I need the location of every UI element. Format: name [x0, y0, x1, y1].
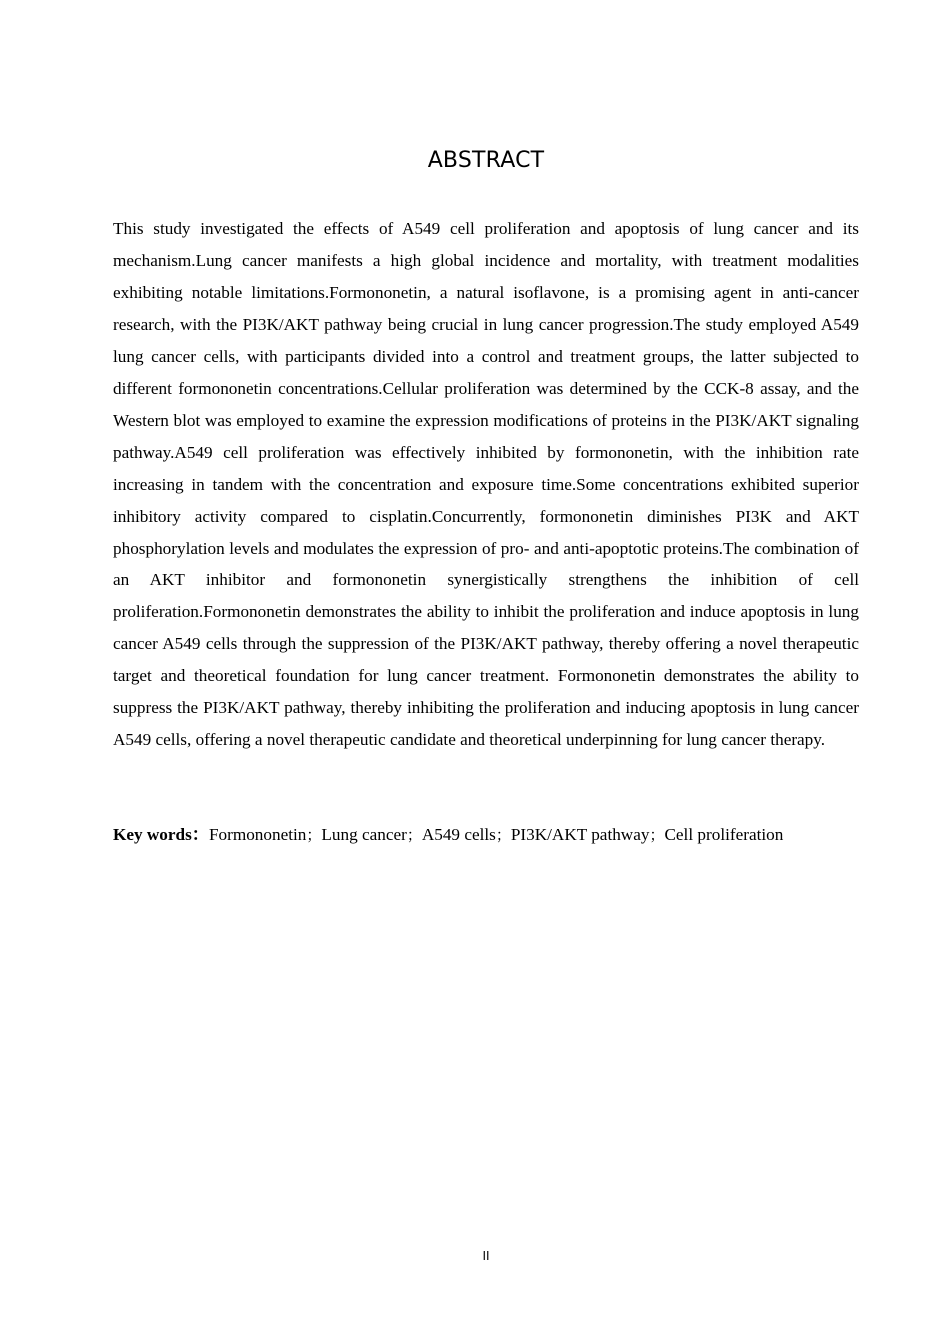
page-number: II	[482, 1249, 490, 1263]
abstract-body: This study investigated the effects of A549 cell proliferation and apoptosis of lung cancer and its mechanism.Lung cancer manifests a high global incidence and mortality, with treatment modalities exhibiting notable limitations.Formononetin, a natural isoflavone, is a promising agent in anti-cancer research, with the PI3K/AKT pathway being crucial in lung cancer progression.The study employed A549 lung cancer cells, with participants divided into a control and treatment groups, the latter subjected to different formononetin concentrations.Cellular proliferation was determined by the CCK-8 assay, and the Western blot was employed to examine the expression modifications of proteins in the PI3K/AKT signaling pathway.A549 cell proliferation was effectively inhibited by formononetin, with the inhibition rate increasing in tandem with the concentration and exposure time.Some concentrations exhibited superior inhibitory activity compared to cisplatin.Concurrently, formononetin diminishes PI3K and AKT phosphorylation levels and modulates the expression of pro- and anti-apoptotic proteins.The combination of an AKT inhibitor and formononetin synergistically strengthens the inhibition of cell proliferation.Formononetin demonstrates the ability to inhibit the proliferation and induce apoptosis in lung cancer A549 cells through the suppression of the PI3K/AKT pathway, thereby offering a novel therapeutic target and theoretical foundation for lung cancer treatment. Formononetin demonstrates the ability to suppress the PI3K/AKT pathway, thereby inhibiting the proliferation and inducing apoptosis in lung cancer A549 cells, offering a novel therapeutic candidate and theoretical underpinning for lung cancer therapy.	[113, 219, 859, 750]
abstract-title: ABSTRACT	[427, 148, 545, 173]
keyword-separator: ；	[306, 826, 322, 844]
keywords-line	[113, 821, 859, 849]
keyword-item: Cell proliferation	[664, 825, 784, 844]
keywords-label: Key words：	[113, 825, 209, 844]
keyword-item: A549 cells	[421, 825, 496, 844]
keyword-separator: ；	[495, 826, 511, 844]
keyword-separator: ；	[406, 826, 422, 844]
keyword-item: Formononetin	[208, 825, 307, 844]
keyword-item: Lung cancer	[321, 825, 407, 844]
keyword-item: PI3K/AKT pathway	[510, 825, 650, 844]
keyword-separator: ；	[649, 826, 665, 844]
